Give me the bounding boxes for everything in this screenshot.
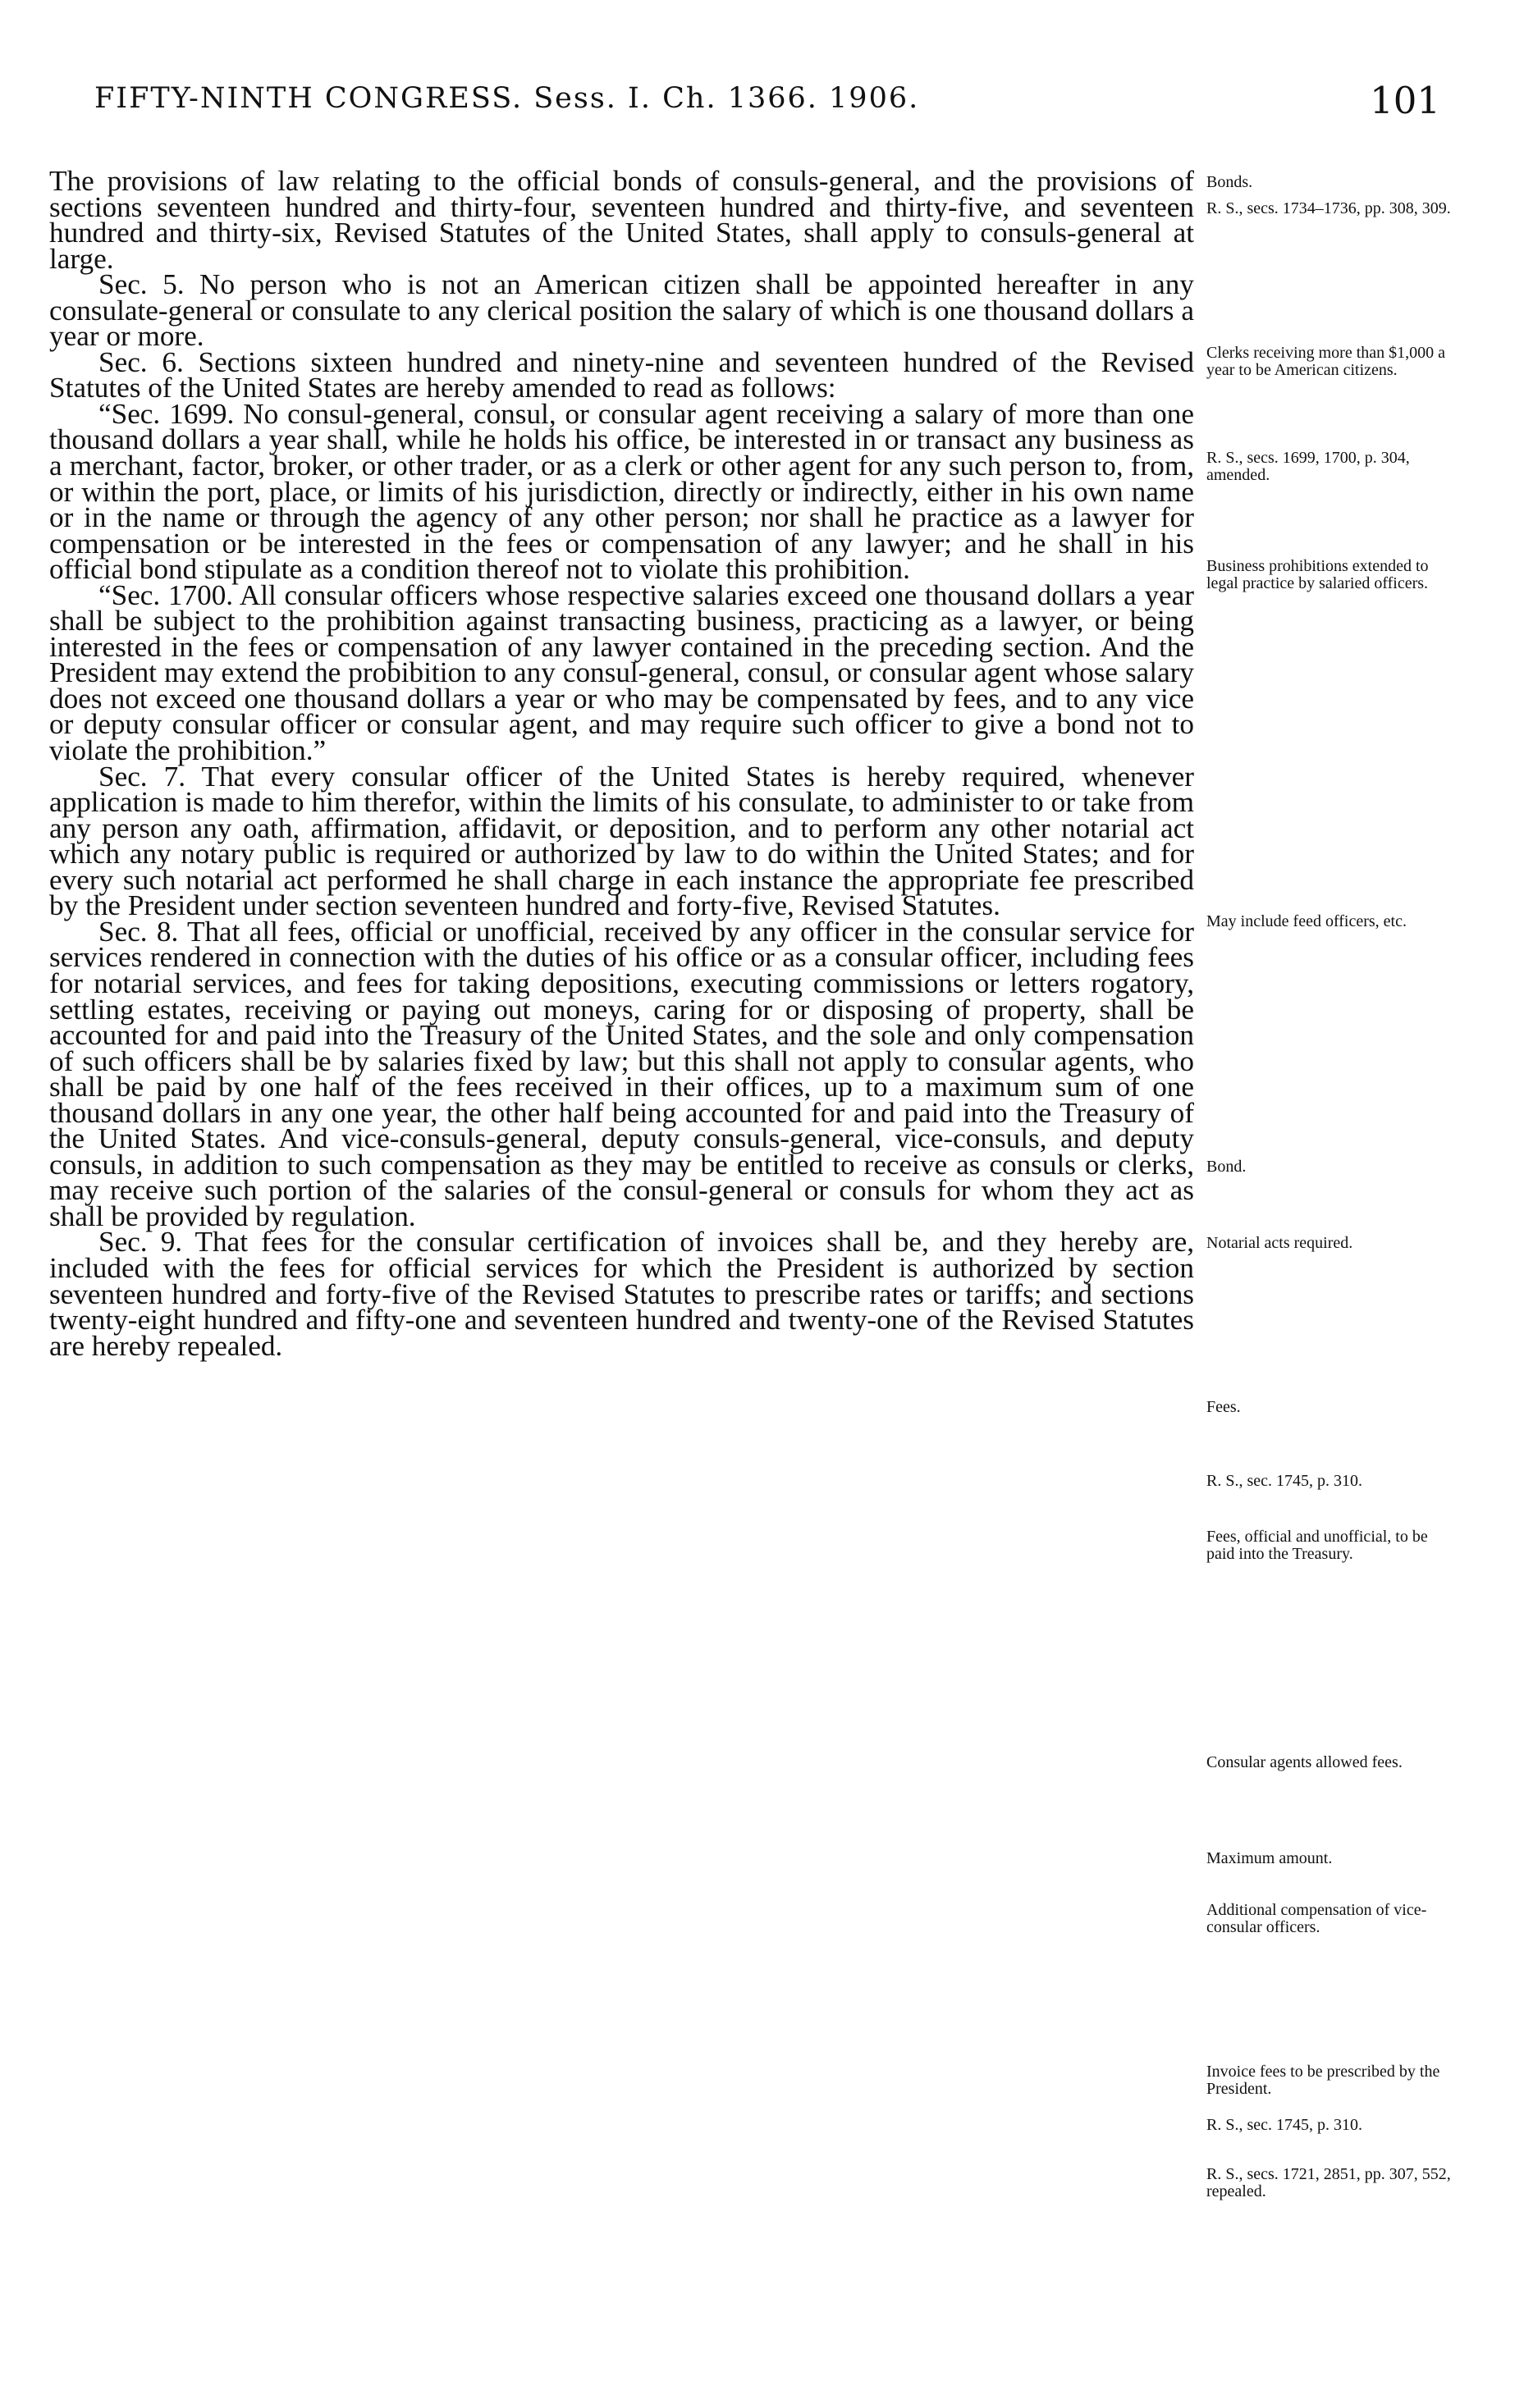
- paragraph-sec-8: Sec. 8. That all fees, official or unofficial, received by any officer in the consular service for services rendered in connection with the duties of his office or as a consular officer, including fees for notarial services, and fees for taking depositions, executing commissions or letters rogatory, settling estates, receiving or paying out moneys, caring for or disposing of property, shall be accounted for and paid into the Treasury of the United States, and the sole and only compensation of such officers shall be by salaries fixed by law; but this shall not apply to consular agents, who shall be paid by one half of the fees received in their offices, up to a maximum sum of one thousand dollars in any one year, the other half being accounted for and paid into the Treasury of the United States. And vice-consuls-general, deputy consuls-general, vice-consuls, and deputy consuls, in addition to such compensation as they may be entitled to receive as consuls or clerks, may receive such portion of the salaries of the consul-general or consuls for whom they act as shall be provided by regulation.: [49, 915, 1194, 1232]
- margin-note-rs-1745a: R. S., sec. 1745, p. 310.: [1206, 1472, 1362, 1490]
- margin-note-fees: Fees.: [1206, 1398, 1241, 1416]
- paragraph-sec-5: Sec. 5. No person who is not an American citizen shall be appointed hereafter in any consulate-general or consulate to any clerical position the salary of which is one thousand dollars a year or more.: [49, 268, 1194, 353]
- margin-note-clerks: Clerks receiving more than $1,000 a year to be American citizens.: [1206, 344, 1446, 379]
- paragraph-sec-9: Sec. 9. That fees for the consular certification of invoices shall be, and they hereby are, included with the fees for official services for which the President is authorized by section seventeen hundred and forty-five of the Revised Statutes to prescribe rates or tariffs; and sections twenty-eight hundred and fifty-one and seventeen hundred and twenty-one of the Revised Statutes are hereby repealed.: [49, 1226, 1194, 1362]
- margin-note-bonds: Bonds.: [1206, 173, 1253, 191]
- margin-note-bond: Bond.: [1206, 1158, 1247, 1176]
- margin-note-fees-official: Fees, official and unofficial, to be paid into the Treasury.: [1206, 1528, 1428, 1563]
- margin-note-rs-1721: R. S., secs. 1721, 2851, pp. 307, 552, repealed.: [1206, 2165, 1451, 2200]
- paragraph-sec-1700: “Sec. 1700. All consular officers whose respective salaries exceed one thousand dollars a year shall be subject to the prohibition against transacting business, practicing as a lawyer, or being interested in the fees or compensation of any lawyer contained in the preceding section. And the President may extend the probibition to any consul-general, consul, or consular agent whose salary does not exceed one thousand dollars a year or who may be compensated by fees, and to any vice or deputy consular officer or consular agent, and may require such officer to give a bond not to violate the prohibition.”: [49, 578, 1194, 767]
- margin-note-rs-1699: R. S., secs. 1699, 1700, p. 304, amended.: [1206, 449, 1410, 484]
- margin-note-rs-1734: R. S., secs. 1734–1736, pp. 308, 309.: [1206, 199, 1451, 217]
- margin-note-feed: May include feed officers, etc.: [1206, 912, 1407, 930]
- margin-note-invoice: Invoice fees to be prescribed by the President.: [1206, 2063, 1440, 2098]
- paragraph-sec-6: Sec. 6. Sections sixteen hundred and ninety-nine and seventeen hundred of the Revised Statutes of the United States are hereby amended to read as follows:: [49, 345, 1194, 404]
- paragraph-sec-1699: “Sec. 1699. No consul-general, consul, or consular agent receiving a salary of more than one thousand dollars a year shall, while he holds his office, be interested in or transact any business as a merchant, factor, broker, or other trader, or as a clerk or other agent for any such person to, from, or within the port, place, or limits of his jurisdiction, directly or indirectly, either in his own name or in the name or through the agency of any other person; nor shall he practice as a lawyer for compensation or be interested in the fees or compensation of any lawyer; and he shall in his official bond stipulate as a condition thereof not to violate this prohibition.: [49, 397, 1194, 586]
- margin-note-notarial: Notarial acts required.: [1206, 1234, 1353, 1252]
- running-head: FIFTY-NINTH CONGRESS. Sess. I. Ch. 1366. 1906.: [94, 82, 920, 115]
- margin-note-rs-1745b: R. S., sec. 1745, p. 310.: [1206, 2116, 1362, 2134]
- paragraph-sec-7: Sec. 7. That every consular officer of the United States is hereby required, whenever application is made to him therefor, within the limits of his consulate, to administer to or take from any person any oath, affirmation, affidavit, or deposition, and to perform any other notarial act which any notary public is required or authorized by law to do within the United States; and for every such notarial act performed he shall charge in each instance the appropriate fee prescribed by the President under section seventeen hundred and forty-five, Revised Statutes.: [49, 760, 1194, 922]
- statute-text: [49, 165, 1194, 1362]
- page-number: 101: [1370, 79, 1440, 122]
- margin-note-maximum: Maximum amount.: [1206, 1849, 1333, 1867]
- margin-note-agents: Consular agents allowed fees.: [1206, 1753, 1403, 1771]
- page-header: [94, 79, 1440, 131]
- margin-note-business: Business prohibitions extended to legal practice by salaried officers.: [1206, 557, 1429, 592]
- paragraph-bonds: The provisions of law relating to the official bonds of consuls-general, and the provisions of sections seventeen hundred and thirty-four, seventeen hundred and thirty-five, and seventeen hundred and thirty-six, Revised Statutes of the United States, shall apply to consuls-general at large.: [49, 165, 1194, 275]
- margin-note-additional: Additional compensation of vice-consular officers.: [1206, 1901, 1427, 1936]
